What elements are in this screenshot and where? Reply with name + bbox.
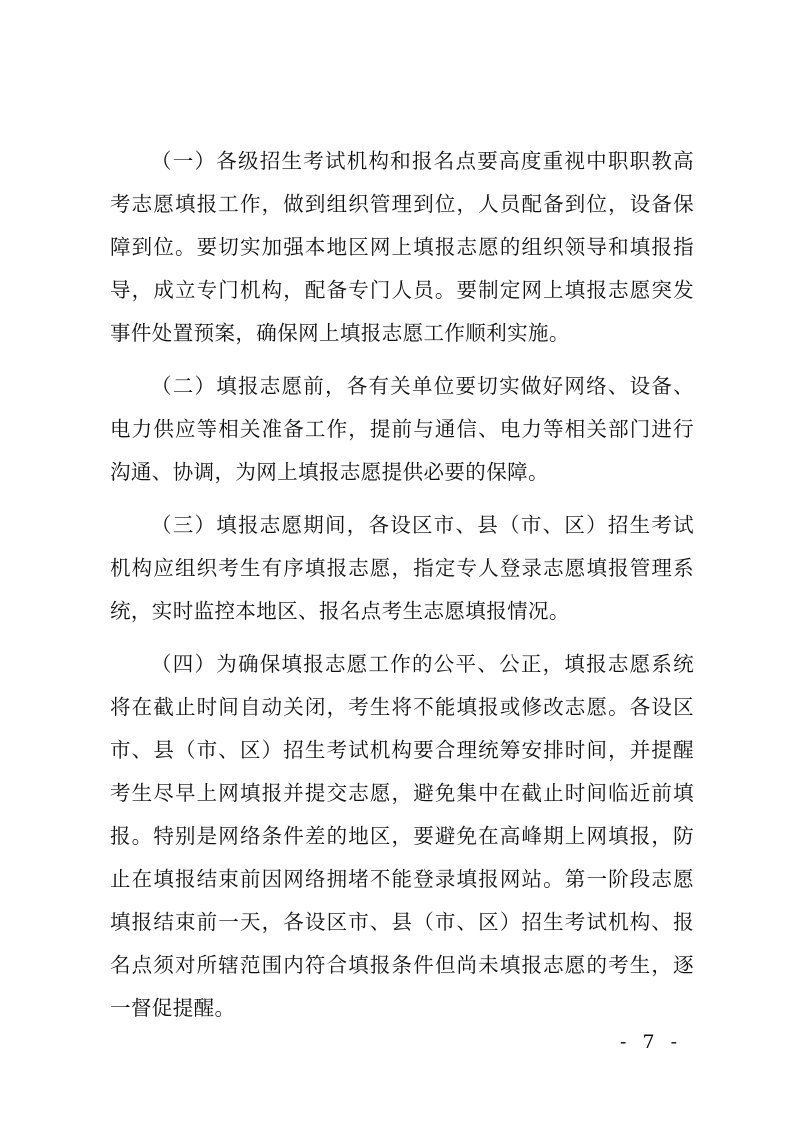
paragraph-2: （二）填报志愿前，各有关单位要切实做好网络、设备、电力供应等相关准备工作，提前与通信、电力等相关部门进行沟通、协调，为网上填报志愿提供必要的保障。	[110, 374, 694, 484]
page-number: - 7 -	[620, 1031, 683, 1053]
paragraph-3: （三）填报志愿期间，各设区市、县（市、区）招生考试机构应组织考生有序填报志愿，指定专人登录志愿填报管理系统，实时监控本地区、报名点考生志愿填报情况。	[110, 513, 694, 623]
paragraph-4: （四）为确保填报志愿工作的公平、公正，填报志愿系统将在截止时间自动关闭，考生将不能填报或修改志愿。各设区市、县（市、区）招生考试机构要合理统筹安排时间，并提醒考生尽早上网填报并提交志愿，避免集中在截止时间临近前填报。特别是网络条件差的地区，要避免在高峰期上网填报，防止在填报结束前因网络拥堵不能登录填报网站。第一阶段志愿填报结束前一天，各设区市、县（市、区）招生考试机构、报名点须对所辖范围内符合填报条件但尚未填报志愿的考生，逐一督促提醒。	[110, 652, 694, 1020]
paragraph-1: （一）各级招生考试机构和报名点要高度重视中职职教高考志愿填报工作，做到组织管理到位，人员配备到位，设备保障到位。要切实加强本地区网上填报志愿的组织领导和填报指导，成立专门机构，配备专门人员。要制定网上填报志愿突发事件处置预案，确保网上填报志愿工作顺利实施。	[110, 149, 694, 345]
document-body	[110, 140, 694, 1040]
